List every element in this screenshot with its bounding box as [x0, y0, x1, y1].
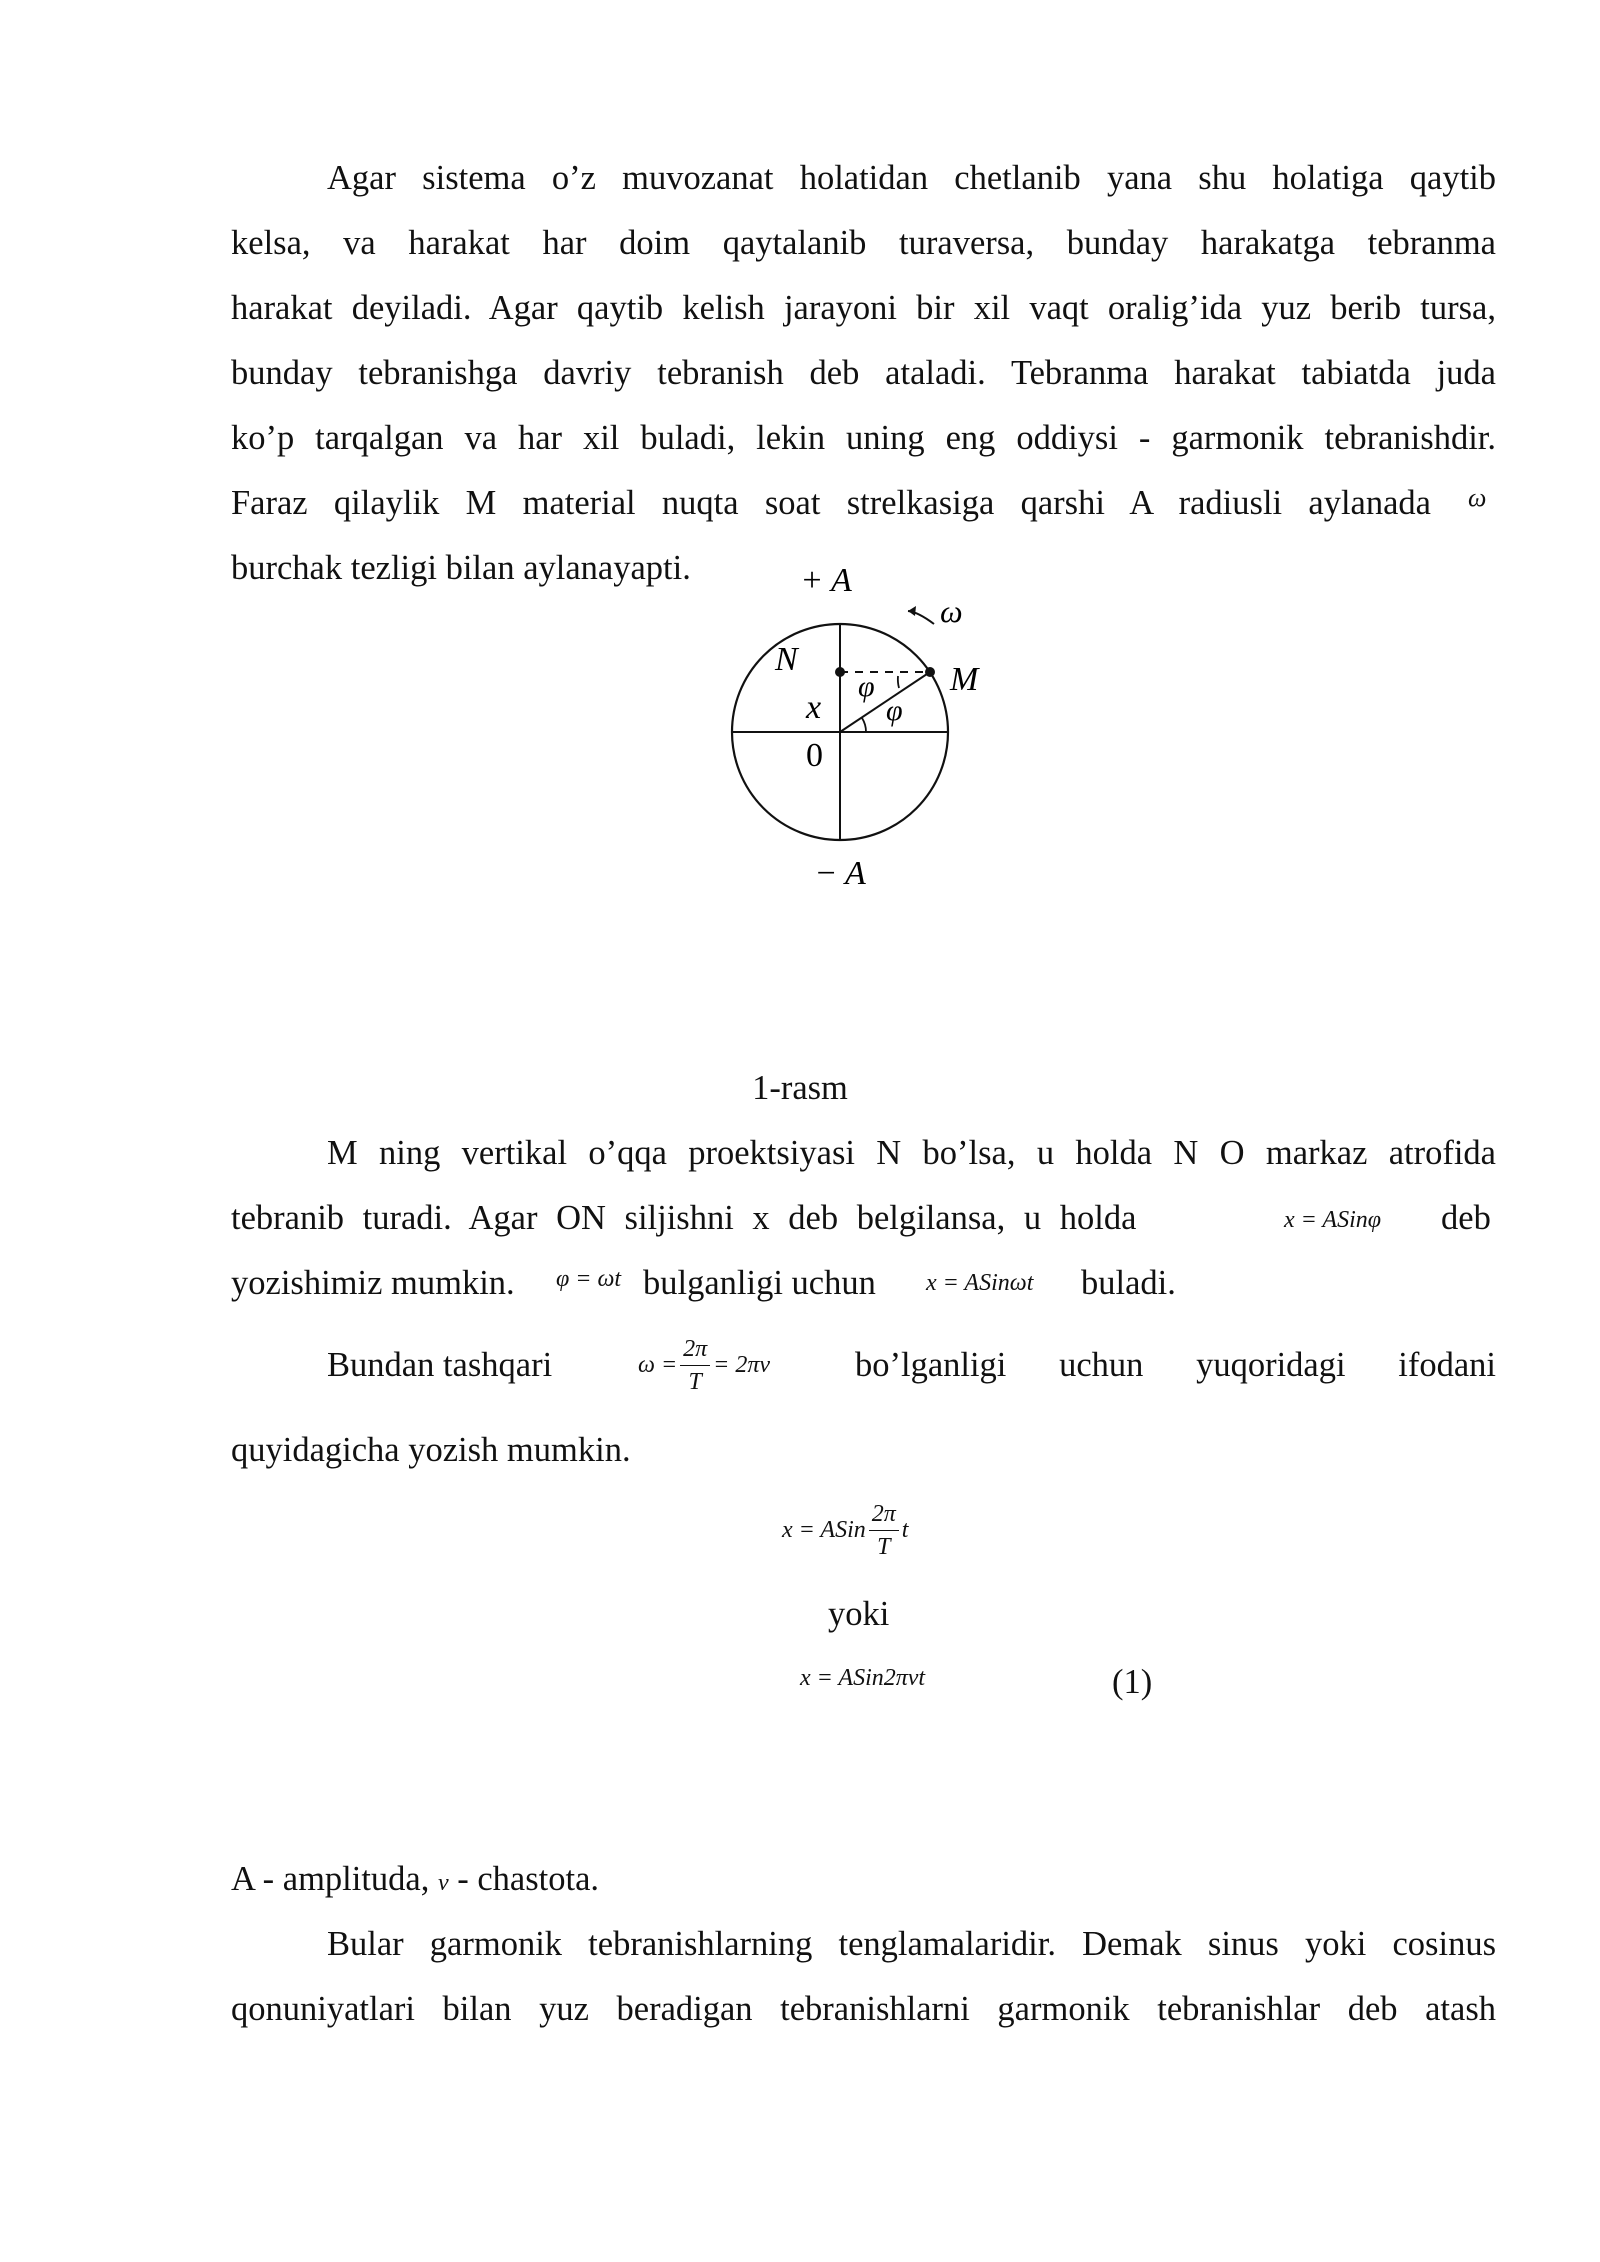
- paragraph4-line2: qonuniyatlari bilan yuz beradigan tebranishlarni garmonik tebranishlar deb atash: [231, 1990, 1496, 2028]
- paragraph3-line1-b: bo’lganligi uchun yuqoridagi ifodani: [855, 1346, 1496, 1384]
- equation-1: [782, 1494, 908, 1566]
- omega-symbol: ω: [1468, 483, 1487, 512]
- yoki-text: yoki: [828, 1595, 890, 1633]
- label-m: M: [950, 661, 979, 698]
- paragraph2-line1: M ning vertikal o’qqa proektsiyasi N bo’lsa, u holda N O markaz atrofida: [327, 1134, 1496, 1172]
- paragraph3-line1-a: Bundan tashqari: [327, 1346, 553, 1384]
- formula-phi-omega-t: φ = ωt: [556, 1266, 622, 1292]
- eq1-rhs: t: [901, 1516, 909, 1543]
- paragraph2-line2: [231, 1196, 1496, 1240]
- label-x: x: [806, 689, 822, 726]
- paragraph2-line3-a: yozishimiz mumkin.: [231, 1264, 515, 1302]
- paragraph4-line1: Bular garmonik tebranishlarning tenglamalaridir. Demak sinus yoki cosinus: [327, 1925, 1496, 1963]
- legend-line: [231, 1857, 1496, 1905]
- point-n: [835, 667, 845, 677]
- angle-arc-lower: [862, 718, 866, 732]
- paragraph2-line3-b: bulganligi uchun: [643, 1264, 876, 1302]
- equation-2: x = ASin2πνt: [800, 1665, 926, 1691]
- label-minus-a: − A: [814, 855, 866, 892]
- legend-amplitude: A - amplituda,: [231, 1860, 430, 1898]
- angle-arc-upper: [898, 676, 899, 688]
- circle-diagram: [0, 0, 1600, 1100]
- label-phi-lower: φ: [886, 694, 903, 727]
- omega-lhs: ω =: [638, 1351, 678, 1378]
- paragraph1-line7: burchak tezligi bilan aylanayapti.: [231, 549, 691, 587]
- label-n: N: [775, 641, 798, 678]
- paragraph2-line2-text: tebranib turadi. Agar ON siljishni x deb belgilansa, u holda: [231, 1199, 1137, 1237]
- eq1-fraction: [869, 1502, 899, 1559]
- paragraph1-line1: Agar sistema o’z muvozanat holatidan chetlanib yana shu holatiga qaytib: [327, 159, 1496, 197]
- nu-symbol: ν: [437, 1870, 449, 1896]
- legend-frequency: - chastota.: [457, 1860, 600, 1898]
- omega-fraction: [680, 1337, 710, 1394]
- paragraph2-line3-c: buladi.: [1081, 1264, 1176, 1302]
- point-m: [925, 667, 935, 677]
- radius-om: [840, 672, 930, 732]
- paragraph1-line4: bunday tebranishga davriy tebranish deb ataladi. Tebranma harakat tabiatda juda: [231, 354, 1496, 392]
- paragraph1-line5: ko’p tarqalgan va har xil buladi, lekin uning eng oddiysi - garmonik tebranishdir.: [231, 419, 1496, 457]
- eq1-lhs: x = ASin: [782, 1516, 866, 1543]
- paragraph1-line2: kelsa, va harakat har doim qaytalanib turaversa, bunday harakatga tebranma: [231, 224, 1496, 262]
- formula-omega: [638, 1329, 770, 1401]
- formula-x-asinphi: x = ASinφ: [1284, 1207, 1382, 1233]
- label-omega: ω: [940, 593, 963, 629]
- label-plus-a: + A: [800, 562, 852, 599]
- omega-rhs: = 2πν: [713, 1351, 771, 1378]
- omega-denominator: T: [688, 1368, 702, 1395]
- paragraph3-line2: quyidagicha yozish mumkin.: [231, 1431, 631, 1469]
- omega-numerator: 2π: [680, 1337, 710, 1366]
- eq1-denominator: T: [877, 1533, 891, 1560]
- equation-number: (1): [1112, 1663, 1153, 1701]
- paragraph1-line6: Faraz qilaylik M material nuqta soat strelkasiga qarshi A radiusli aylanada: [231, 484, 1431, 522]
- figure-caption: 1-rasm: [752, 1069, 848, 1107]
- formula-x-asin-omega-t: x = ASinωt: [926, 1270, 1034, 1296]
- label-phi-upper: φ: [858, 670, 875, 703]
- paragraph2-line2-deb: deb: [1441, 1199, 1491, 1237]
- eq1-numerator: 2π: [869, 1502, 899, 1531]
- rotation-arrowhead: [908, 606, 916, 616]
- paragraph1-line3: harakat deyiladi. Agar qaytib kelish jarayoni bir xil vaqt oralig’ida yuz berib tursa,: [231, 289, 1496, 327]
- label-zero: 0: [806, 737, 823, 774]
